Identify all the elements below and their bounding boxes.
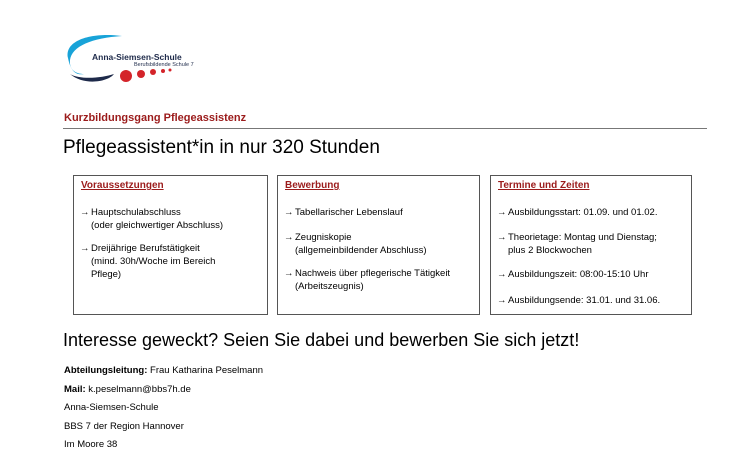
requirements-box [73,175,268,315]
arrow-icon: → [497,207,507,218]
arrow-icon: → [497,269,507,280]
list-item: → Ausbildungszeit: 08:00-15:10 Uhr [497,269,649,280]
box-title: Bewerbung [285,180,340,191]
contact-block [64,362,263,455]
list-item: → Hauptschulabschluss (oder gleichwertiger Abschluss) [80,207,224,231]
school-logo [62,30,212,92]
list-item: → Nachweis über pflegerische Tätigkeit (Arbeitszeugnis) [284,268,451,292]
logo-school-subtitle: Berufsbildende Schule 7 [134,62,194,68]
list-item: → Dreijährige Berufstätigkeit (mind. 30h/Woche im Bereich Pflege) [80,243,216,280]
arrow-icon: → [497,295,507,306]
list-item: → Tabellarischer Lebenslauf [284,207,403,218]
contact-region: BBS 7 der Region Hannover [64,420,184,432]
contact-mail: Mail: k.peselmann@bbs7h.de [64,383,191,395]
contact-school: Anna-Siemsen-Schule [64,402,159,413]
arrow-icon: → [497,232,507,243]
list-item: → Zeugniskopie (allgemeinbildender Abschluss) [284,232,427,256]
arrow-icon: → [284,232,294,243]
list-item: → Theorietage: Montag und Dienstag; plus 2 Blockwochen [497,232,657,256]
arrow-icon: → [284,207,294,218]
box-title: Voraussetzungen [81,180,164,191]
logo-school-name: Anna-Siemsen-Schule [92,52,182,62]
call-to-action-heading: Interesse geweckt? Seien Sie dabei und bewerben Sie sich jetzt! [63,330,580,350]
contact-street: Im Moore 38 [64,439,118,450]
box-title: Termine und Zeiten [498,180,590,191]
application-box [277,175,480,315]
arrow-icon: → [80,207,90,218]
list-item: → Ausbildungsstart: 01.09. und 01.02. [497,207,658,218]
list-item: → Ausbildungsende: 31.01. und 31.06. [497,295,661,306]
divider [63,128,707,129]
page-title: Pflegeassistent*in in nur 320 Stunden [63,137,380,158]
program-label: Kurzbildungsgang Pflegeassistenz [64,112,247,124]
contact-lead: Abteilungsleitung: Frau Katharina Peselmann [64,365,264,376]
arrow-icon: → [284,268,294,279]
arrow-icon: → [80,243,90,254]
dates-box [490,175,692,315]
